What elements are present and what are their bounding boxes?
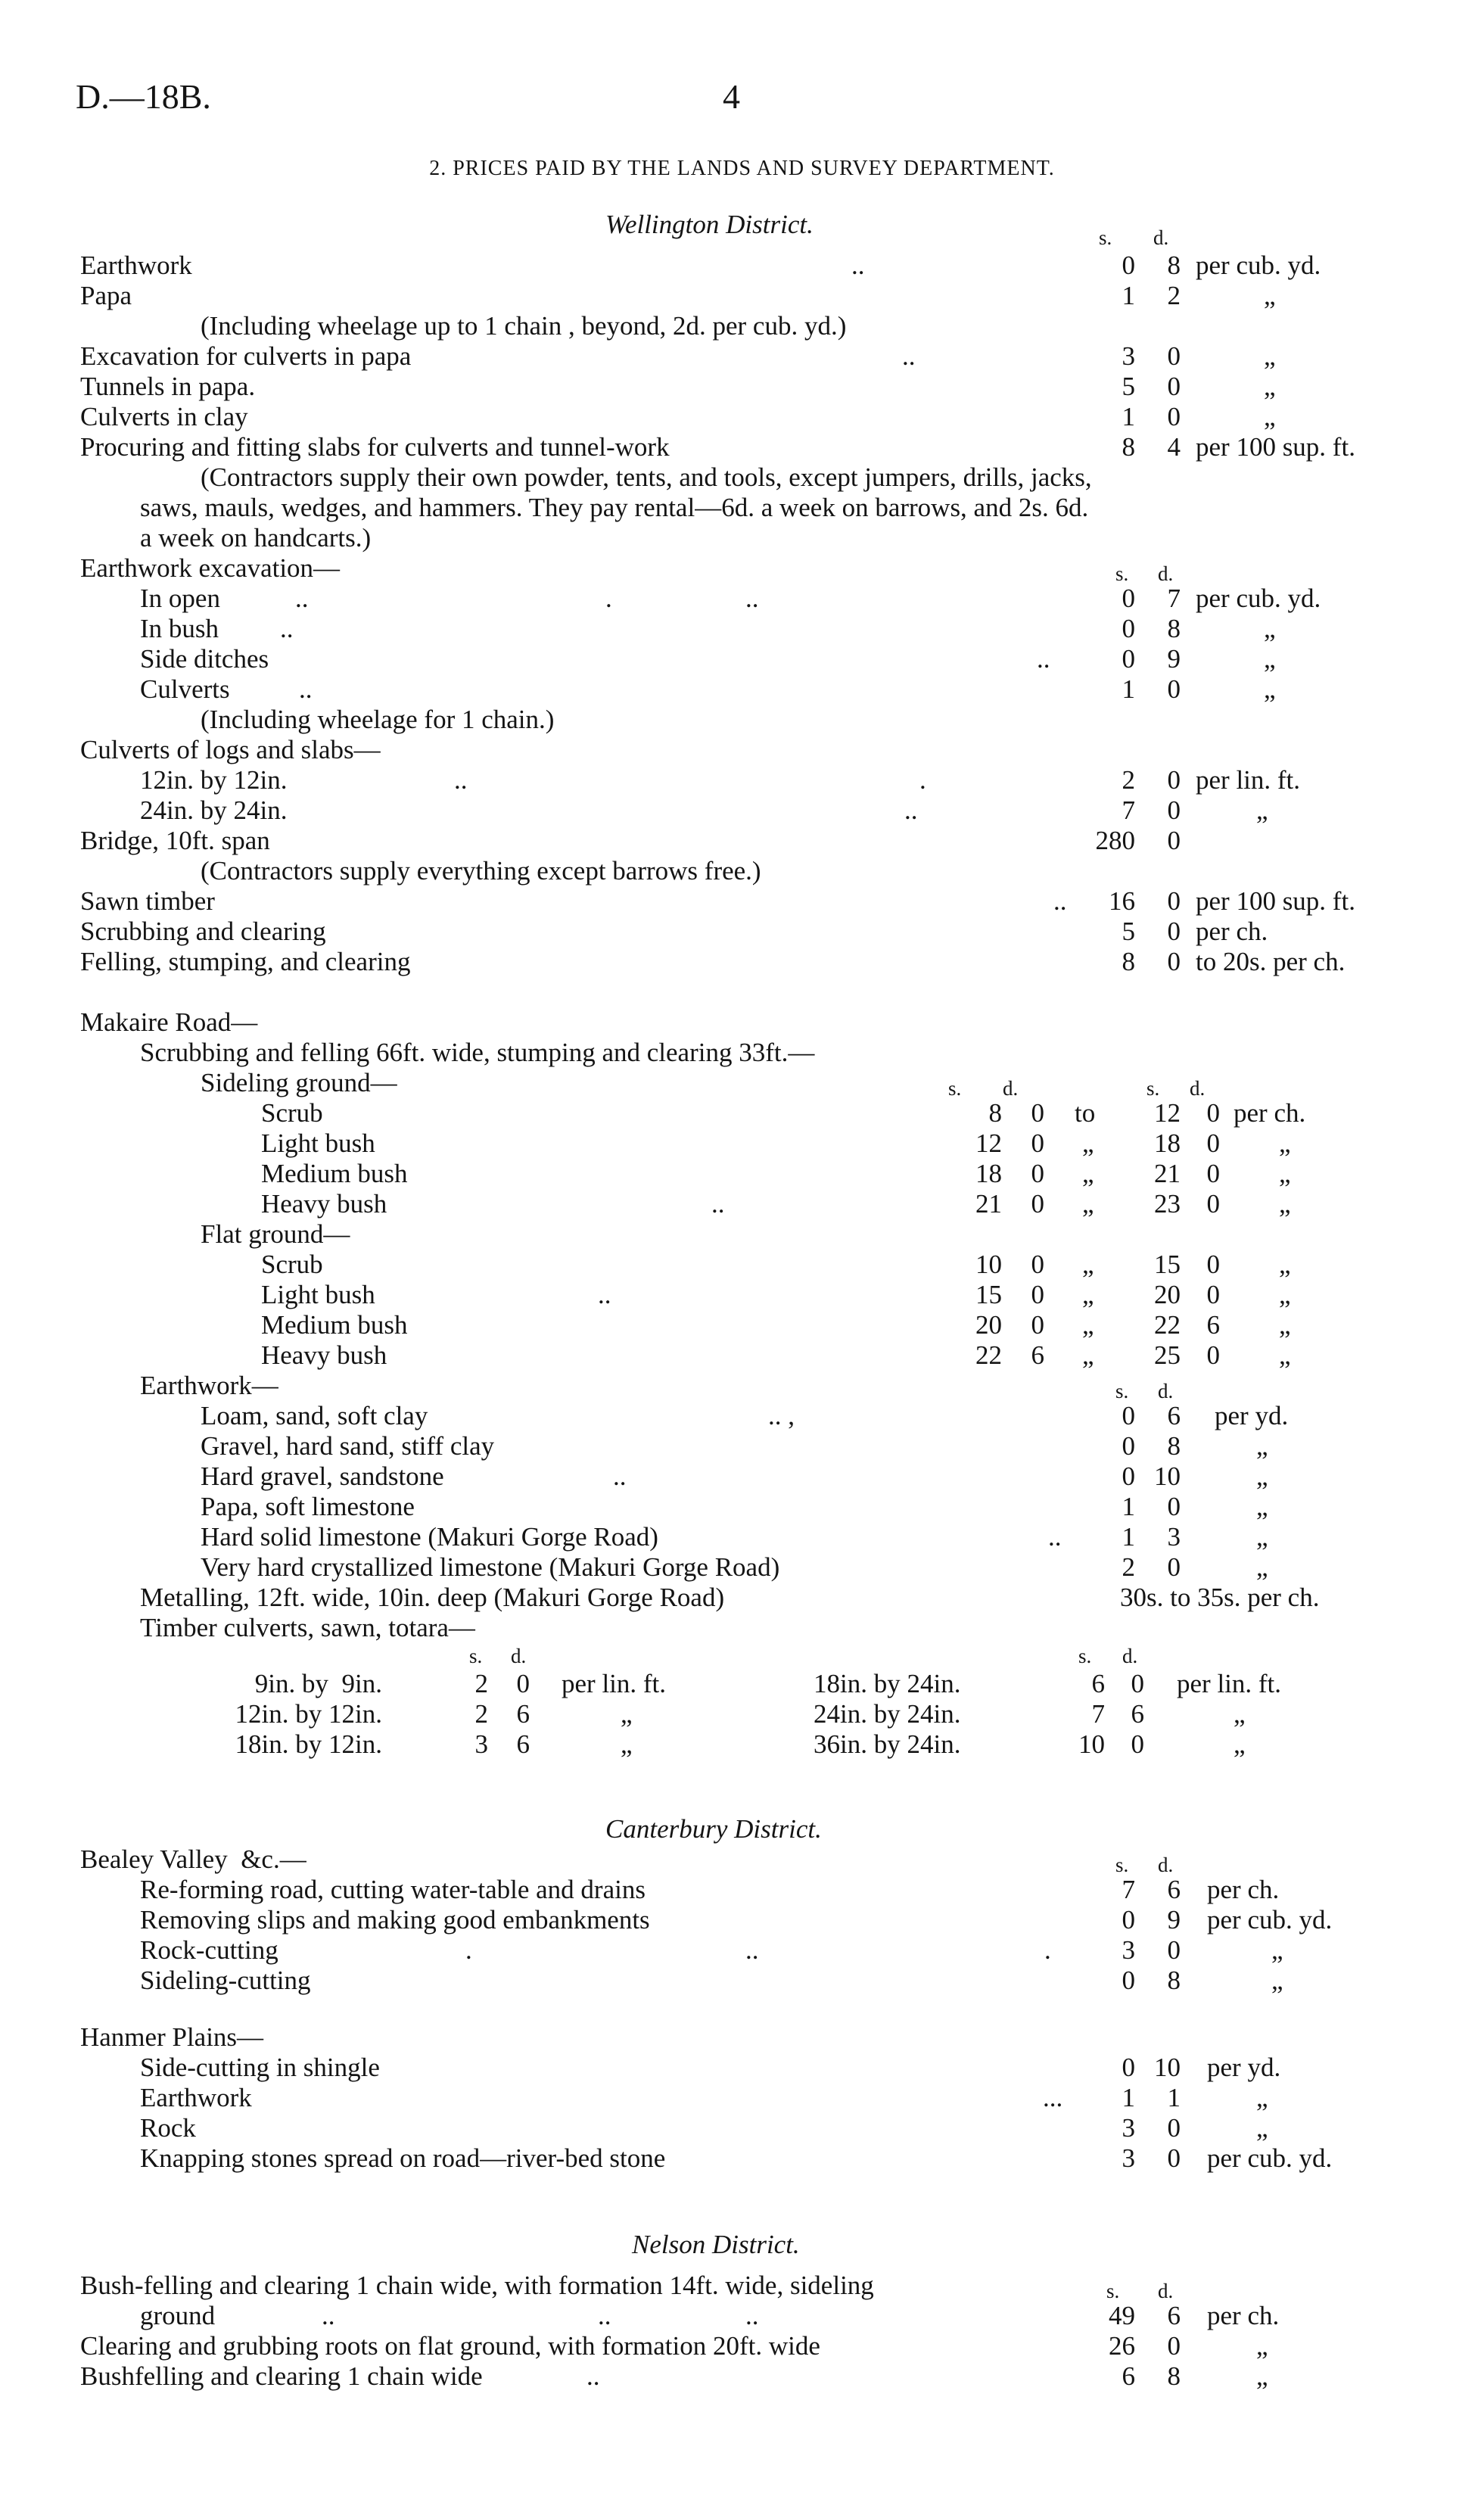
leader-dots: . [465, 1935, 472, 1965]
ditto-mark: „ [1256, 2361, 1268, 2391]
culvert-size: 9in. by 9in. [254, 1669, 382, 1698]
ditto-mark: „ [1279, 1128, 1291, 1158]
shillings-to: 20 [1154, 1280, 1181, 1309]
ditto-mark: „ [1264, 644, 1276, 674]
pence: 3 [1167, 1522, 1181, 1552]
pence: 0 [1167, 372, 1181, 401]
col-s-header: s. [948, 1077, 962, 1100]
group-heading: Earthwork excavation— [80, 553, 341, 583]
ditto-mark: „ [1264, 281, 1276, 310]
pence: 0 [1131, 1729, 1144, 1759]
col-s-header: s. [1115, 1854, 1129, 1876]
unit: per yd. [1215, 1401, 1289, 1430]
shillings: 5 [1122, 372, 1135, 401]
shillings: 6 [1122, 2361, 1135, 2391]
shillings-from: 22 [975, 1340, 1002, 1370]
group-heading: Hanmer Plains— [80, 2022, 264, 2052]
shillings: 0 [1122, 614, 1135, 643]
item-label: Rock-cutting [140, 1935, 278, 1965]
leader-dots: .. [295, 584, 309, 613]
canterbury-district-title: Canterbury District. [605, 1814, 822, 1844]
unit: per lin. ft. [1196, 765, 1301, 795]
ditto-mark: „ [1082, 1128, 1094, 1158]
col-d-header: d. [1158, 1380, 1174, 1402]
item-label: Earthwork [140, 2083, 252, 2112]
leader-dots: .. [902, 341, 916, 371]
unit: per yd. [1207, 2053, 1281, 2082]
ditto-mark: „ [1279, 1159, 1291, 1188]
item-label: In open [140, 584, 220, 613]
pence-from: 0 [1031, 1098, 1044, 1128]
culvert-size: 24in. by 24in. [814, 1699, 961, 1729]
shillings: 1 [1122, 674, 1135, 704]
ditto-mark: „ [1271, 1966, 1283, 1995]
col-d-header: d. [1158, 2280, 1174, 2302]
ditto-mark: „ [1256, 1461, 1268, 1491]
shillings: 0 [1122, 1966, 1135, 1995]
pence-from: 0 [1031, 1280, 1044, 1309]
shillings: 10 [1078, 1729, 1105, 1759]
pence: 10 [1154, 2053, 1181, 2082]
pence: 0 [1167, 826, 1181, 855]
subheading: Scrubbing and felling 66ft. wide, stumping and clearing 33ft.— [140, 1038, 815, 1067]
item-label: Re-forming road, cutting water-table and drains [140, 1875, 646, 1904]
pence: 1 [1167, 2083, 1181, 2112]
shillings: 1 [1122, 1492, 1135, 1521]
item-label: Sideling-cutting [140, 1966, 311, 1995]
pence-from: 0 [1031, 1159, 1044, 1188]
leader-dots: .. [745, 1935, 759, 1965]
item-note: (Contractors supply everything except barrows free.) [201, 856, 761, 886]
shillings: 8 [1122, 947, 1135, 976]
item-label: Medium bush [261, 1310, 408, 1340]
col-d-header: d. [1190, 1077, 1206, 1100]
ditto-mark: „ [1082, 1310, 1094, 1340]
ditto-mark: „ [1256, 2113, 1268, 2143]
pence: 8 [1167, 1431, 1181, 1461]
pence-to: 6 [1206, 1310, 1220, 1340]
price-text: 30s. to 35s. per ch. [1120, 1583, 1320, 1612]
ditto-mark: „ [1256, 2083, 1268, 2112]
pence-from: 0 [1031, 1250, 1044, 1279]
col-s-header: s. [1146, 1077, 1160, 1100]
pence-to: 0 [1206, 1159, 1220, 1188]
group-heading: Makaire Road— [80, 1007, 258, 1037]
culvert-size: 18in. by 12in. [235, 1729, 382, 1759]
pence: 0 [1167, 2331, 1181, 2361]
item-label: Loam, sand, soft clay [201, 1401, 428, 1430]
ditto-mark: „ [1082, 1159, 1094, 1188]
item-label: Light bush [261, 1128, 375, 1158]
group-heading: Bealey Valley &c.— [80, 1844, 306, 1874]
item-label: Papa [80, 281, 132, 310]
ditto-mark: „ [1082, 1250, 1094, 1279]
item-label: Knapping stones spread on road—river-bed stone [140, 2143, 666, 2173]
ditto-mark: „ [1256, 1522, 1268, 1552]
col-d-header: d. [1158, 562, 1174, 585]
pence: 0 [1167, 402, 1181, 431]
item-label: Culverts in clay [80, 402, 248, 431]
contractors-note-line: (Contractors supply their own powder, tents, and tools, except jumpers, drills, jacks, [201, 462, 1092, 492]
ditto-mark: „ [1271, 1935, 1283, 1965]
item-label: Scrub [261, 1098, 323, 1128]
ditto-mark: „ [1256, 795, 1268, 825]
shillings: 2 [1122, 1552, 1135, 1582]
shillings: 7 [1122, 795, 1135, 825]
unit: to 20s. per ch. [1196, 947, 1346, 976]
item-label: Light bush [261, 1280, 375, 1309]
culvert-size: 18in. by 24in. [814, 1669, 961, 1698]
shillings: 0 [1122, 1905, 1135, 1935]
shillings-to: 25 [1154, 1340, 1181, 1370]
shillings: 49 [1109, 2301, 1135, 2330]
pence-to: 0 [1206, 1250, 1220, 1279]
shillings: 2 [1122, 765, 1135, 795]
item-label: Side ditches [140, 644, 269, 674]
item-label: Heavy bush [261, 1189, 387, 1219]
unit: per lin. ft. [1177, 1669, 1282, 1698]
ditto-mark: „ [1234, 1699, 1246, 1729]
pence: 0 [1167, 341, 1181, 371]
leader-dots: ... [1043, 2083, 1063, 2112]
shillings-from: 20 [975, 1310, 1002, 1340]
unit: per 100 sup. ft. [1196, 886, 1355, 916]
shillings: 1 [1122, 281, 1135, 310]
ditto-mark: „ [621, 1699, 633, 1729]
leader-dots: .. [745, 2301, 759, 2330]
pence: 0 [1167, 2143, 1181, 2173]
shillings: 2 [474, 1669, 488, 1698]
pence: 9 [1167, 1905, 1181, 1935]
unit: per cub. yd. [1196, 251, 1321, 280]
ditto-mark: „ [1234, 1729, 1246, 1759]
subgroup-heading: Earthwork— [140, 1371, 278, 1400]
shillings-to: 15 [1154, 1250, 1181, 1279]
item-label: Scrub [261, 1250, 323, 1279]
shillings: 3 [1122, 2113, 1135, 2143]
pence: 8 [1167, 251, 1181, 280]
item-label: Felling, stumping, and clearing [80, 947, 411, 976]
ditto-mark: „ [1279, 1250, 1291, 1279]
leader-dots: . [919, 765, 926, 795]
leader-dots: . [605, 584, 612, 613]
ditto-mark: „ [1256, 1552, 1268, 1582]
ditto-mark: „ [1256, 1431, 1268, 1461]
ditto-mark: „ [1264, 341, 1276, 371]
item-label: Hard solid limestone (Makuri Gorge Road) [201, 1522, 658, 1552]
item-label: Medium bush [261, 1159, 408, 1188]
shillings: 0 [1122, 251, 1135, 280]
pence: 0 [1167, 917, 1181, 946]
unit: per lin. ft. [562, 1669, 667, 1698]
shillings-from: 8 [988, 1098, 1002, 1128]
item-label: Very hard crystallized limestone (Makuri Gorge Road) [201, 1552, 780, 1582]
item-label: Gravel, hard sand, stiff clay [201, 1431, 495, 1461]
unit: per cub. yd. [1207, 1905, 1333, 1935]
shillings: 3 [1122, 341, 1135, 371]
pence: 4 [1167, 432, 1181, 462]
pence-to: 0 [1206, 1128, 1220, 1158]
col-s-header: s. [1078, 1645, 1092, 1667]
item-label: Bush-felling and clearing 1 chain wide, with formation 14ft. wide, sideling [80, 2271, 874, 2300]
culvert-size: 12in. by 12in. [235, 1699, 382, 1729]
pence-from: 6 [1031, 1340, 1044, 1370]
item-label: 12in. by 12in. [140, 765, 288, 795]
subgroup-heading: Flat ground— [201, 1219, 350, 1249]
document-reference: D.—18B. [76, 77, 211, 116]
wellington-district-title: Wellington District. [605, 210, 814, 239]
unit: per ch. [1207, 2301, 1280, 2330]
pence: 0 [1167, 765, 1181, 795]
shillings: 7 [1091, 1699, 1105, 1729]
item-label: Rock [140, 2113, 196, 2143]
shillings: 0 [1122, 1431, 1135, 1461]
item-label: Sawn timber [80, 886, 215, 916]
unit: per ch. [1196, 917, 1268, 946]
leader-dots: .. [745, 584, 759, 613]
shillings: 0 [1122, 1461, 1135, 1491]
leader-dots: .. [299, 674, 313, 704]
pence-from: 0 [1031, 1310, 1044, 1340]
pence: 0 [1167, 1492, 1181, 1521]
item-label: Papa, soft limestone [201, 1492, 415, 1521]
pence: 0 [1167, 1552, 1181, 1582]
item-label: Side-cutting in shingle [140, 2053, 380, 2082]
shillings: 2 [474, 1699, 488, 1729]
ditto-mark: „ [1264, 402, 1276, 431]
col-d-header: d. [1122, 1645, 1138, 1667]
ditto-mark: „ [1279, 1310, 1291, 1340]
pence: 0 [1167, 947, 1181, 976]
leader-dots: .. [711, 1189, 725, 1219]
pence: 9 [1167, 644, 1181, 674]
pence-to: 0 [1206, 1189, 1220, 1219]
pence: 0 [1131, 1669, 1144, 1698]
shillings: 3 [474, 1729, 488, 1759]
item-label: Procuring and fitting slabs for culverts and tunnel-work [80, 432, 670, 462]
group-heading: Timber culverts, sawn, totara— [140, 1613, 475, 1642]
pence: 6 [516, 1729, 530, 1759]
shillings-to: 22 [1154, 1310, 1181, 1340]
ditto-mark: „ [1256, 1492, 1268, 1521]
col-d-header: d. [1003, 1077, 1019, 1100]
shillings-from: 21 [975, 1189, 1002, 1219]
col-d-header: d. [1153, 226, 1169, 249]
pence: 8 [1167, 2361, 1181, 2391]
pence: 0 [1167, 674, 1181, 704]
item-label: In bush [140, 614, 219, 643]
shillings-to: 23 [1154, 1189, 1181, 1219]
shillings-from: 18 [975, 1159, 1002, 1188]
pence-to: 0 [1206, 1098, 1220, 1128]
item-label: Scrubbing and clearing [80, 917, 326, 946]
leader-dots: .. [851, 251, 865, 280]
shillings: 280 [1095, 826, 1135, 855]
shillings: 26 [1109, 2331, 1135, 2361]
ditto-mark: „ [1082, 1189, 1094, 1219]
ditto-mark: „ [1256, 2331, 1268, 2361]
shillings: 8 [1122, 432, 1135, 462]
section-title: 2. PRICES PAID BY THE LANDS AND SURVEY DEPARTMENT. [429, 157, 1055, 180]
pence: 0 [1167, 886, 1181, 916]
shillings: 7 [1122, 1875, 1135, 1904]
pence: 0 [1167, 2113, 1181, 2143]
pence-from: 0 [1031, 1189, 1044, 1219]
leader-dots: .. [322, 2301, 335, 2330]
leader-dots: .. , [768, 1401, 795, 1430]
pence-to: 0 [1206, 1340, 1220, 1370]
ditto-mark: „ [1264, 614, 1276, 643]
shillings: 0 [1122, 584, 1135, 613]
pence: 6 [1167, 2301, 1181, 2330]
col-s-header: s. [1115, 562, 1129, 585]
shillings: 3 [1122, 1935, 1135, 1965]
item-label: Tunnels in papa. [80, 372, 256, 401]
ditto-mark: „ [1082, 1340, 1094, 1370]
col-d-header: d. [1158, 1854, 1174, 1876]
shillings: 0 [1122, 644, 1135, 674]
pence: 0 [1167, 795, 1181, 825]
contractors-note-line: a week on handcarts.) [140, 523, 372, 553]
unit: per cub. yd. [1196, 584, 1321, 613]
item-label: Removing slips and making good embankments [140, 1905, 650, 1935]
leader-dots: .. [598, 2301, 611, 2330]
leader-dots: . [1044, 1935, 1051, 1965]
item-label: Excavation for culverts in papa [80, 341, 412, 371]
leader-dots: .. [1048, 1522, 1062, 1552]
leader-dots: .. [598, 1280, 611, 1309]
item-label: 24in. by 24in. [140, 795, 288, 825]
shillings: 0 [1122, 2053, 1135, 2082]
page-number: 4 [723, 77, 740, 116]
item-label: Hard gravel, sandstone [201, 1461, 444, 1491]
item-label: Earthwork [80, 251, 192, 280]
shillings: 1 [1122, 2083, 1135, 2112]
pence: 6 [1131, 1699, 1144, 1729]
pence: 7 [1167, 584, 1181, 613]
pence: 8 [1167, 1966, 1181, 1995]
item-label: Clearing and grubbing roots on flat ground, with formation 20ft. wide [80, 2331, 820, 2361]
ditto-mark: „ [1082, 1280, 1094, 1309]
ditto-mark: „ [1264, 674, 1276, 704]
pence: 6 [1167, 1875, 1181, 1904]
col-s-header: s. [1099, 226, 1112, 249]
nelson-district-title: Nelson District. [632, 2230, 800, 2259]
item-note: (Including wheelage up to 1 chain , beyond, 2d. per cub. yd.) [201, 311, 847, 341]
pence: 6 [1167, 1401, 1181, 1430]
item-note: (Including wheelage for 1 chain.) [201, 705, 555, 734]
unit: per 100 sup. ft. [1196, 432, 1355, 462]
ditto-mark: „ [1279, 1189, 1291, 1219]
leader-dots: .. [280, 614, 294, 643]
shillings-from: 10 [975, 1250, 1002, 1279]
shillings: 1 [1122, 1522, 1135, 1552]
item-label: Bushfelling and clearing 1 chain wide [80, 2361, 483, 2391]
item-label: Heavy bush [261, 1340, 387, 1370]
shillings-from: 12 [975, 1128, 1002, 1158]
ditto-mark: „ [621, 1729, 633, 1759]
shillings: 16 [1109, 886, 1135, 916]
shillings: 5 [1122, 917, 1135, 946]
to-word: to [1075, 1098, 1096, 1128]
shillings-to: 12 [1154, 1098, 1181, 1128]
col-s-header: s. [1106, 2280, 1120, 2302]
col-s-header: s. [1115, 1380, 1129, 1402]
subgroup-heading: Sideling ground— [201, 1068, 397, 1097]
shillings: 0 [1122, 1401, 1135, 1430]
leader-dots: .. [904, 795, 918, 825]
pence: 0 [1167, 1935, 1181, 1965]
leader-dots: .. [613, 1461, 627, 1491]
item-label: Bridge, 10ft. span [80, 826, 270, 855]
leader-dots: .. [1037, 644, 1050, 674]
leader-dots: .. [1053, 886, 1067, 916]
unit: per cub. yd. [1207, 2143, 1333, 2173]
pence: 2 [1167, 281, 1181, 310]
pence: 10 [1154, 1461, 1181, 1491]
shillings-to: 21 [1154, 1159, 1181, 1188]
shillings: 3 [1122, 2143, 1135, 2173]
item-label: Culverts [140, 674, 230, 704]
pence-from: 0 [1031, 1128, 1044, 1158]
contractors-note-line: saws, mauls, wedges, and hammers. They pay rental—6d. a week on barrows, and 2s. 6d. [140, 493, 1089, 522]
unit: per ch. [1234, 1098, 1306, 1128]
ditto-mark: „ [1264, 372, 1276, 401]
group-heading: Culverts of logs and slabs— [80, 735, 381, 764]
ditto-mark: „ [1279, 1340, 1291, 1370]
pence: 0 [516, 1669, 530, 1698]
shillings-from: 15 [975, 1280, 1002, 1309]
ditto-mark: „ [1279, 1280, 1291, 1309]
shillings-to: 18 [1154, 1128, 1181, 1158]
item-label: ground [140, 2301, 216, 2330]
shillings: 1 [1122, 402, 1135, 431]
unit: per ch. [1207, 1875, 1280, 1904]
col-s-header: s. [469, 1645, 483, 1667]
pence-to: 0 [1206, 1280, 1220, 1309]
pence: 8 [1167, 614, 1181, 643]
leader-dots: .. [454, 765, 468, 795]
leader-dots: .. [586, 2361, 600, 2391]
item-label: Metalling, 12ft. wide, 10in. deep (Makuri Gorge Road) [140, 1583, 725, 1612]
shillings: 6 [1091, 1669, 1105, 1698]
col-d-header: d. [511, 1645, 527, 1667]
pence: 6 [516, 1699, 530, 1729]
culvert-size: 36in. by 24in. [814, 1729, 961, 1759]
